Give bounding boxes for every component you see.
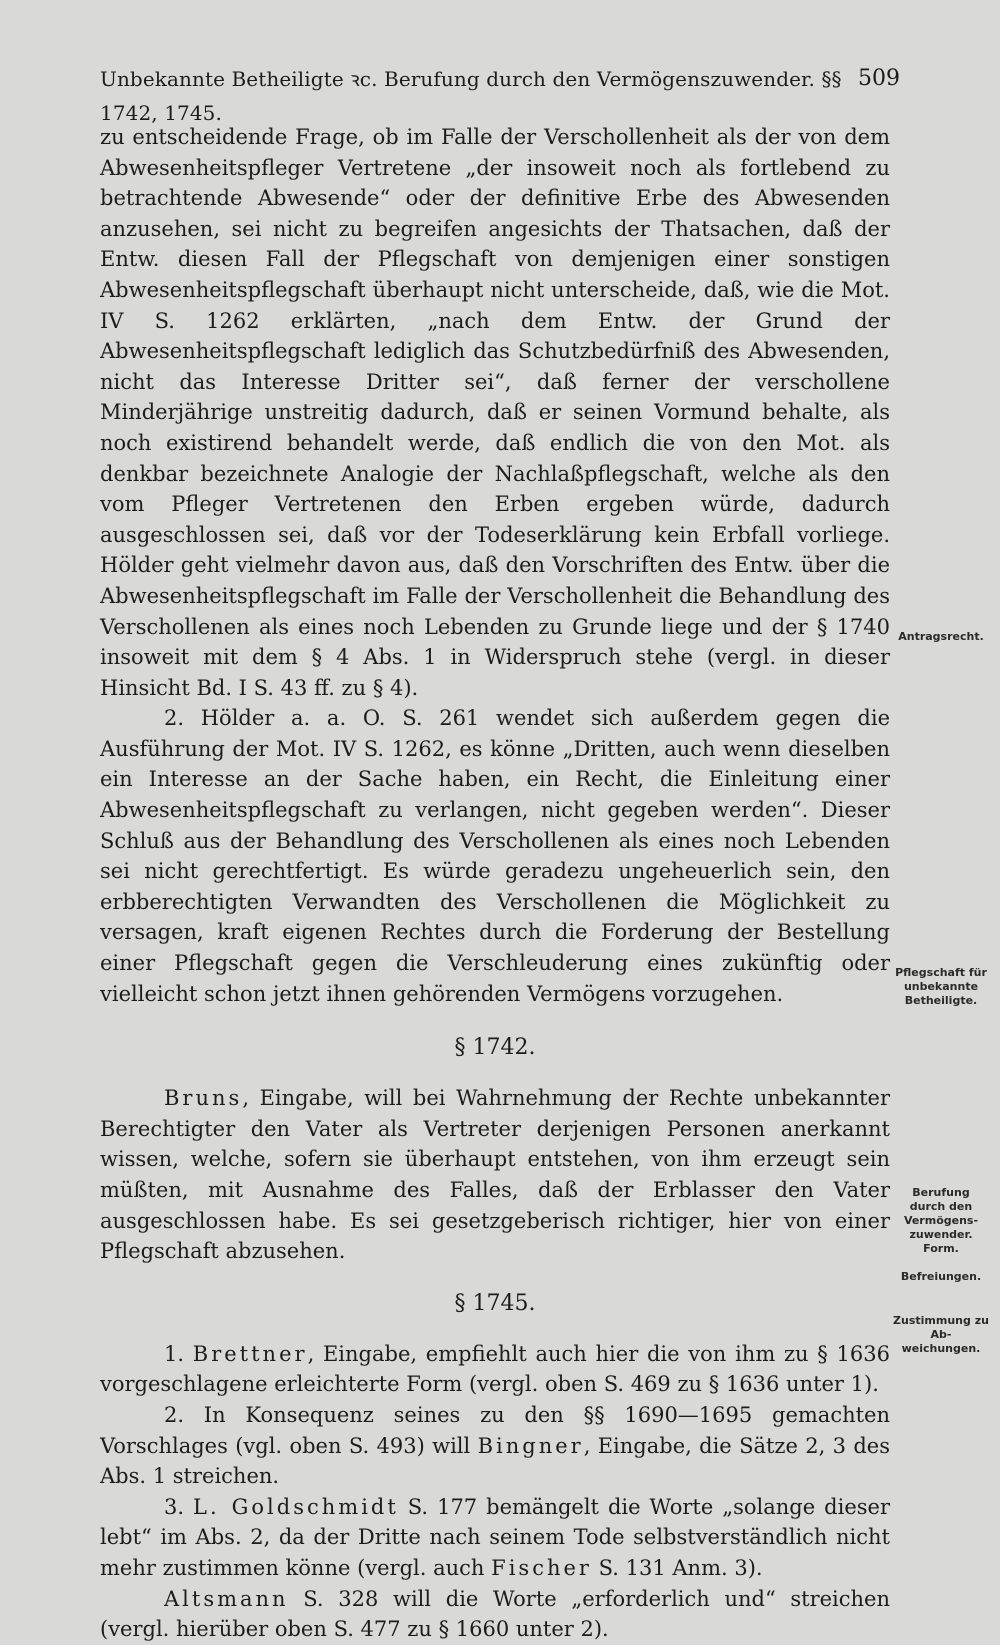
margin-note-pflegschaft: Pflegschaft für unbekannte Betheiligte. (895, 966, 987, 1007)
author-name: Bruns (164, 1086, 243, 1111)
paragraph-goldschmidt (100, 1492, 890, 1584)
author-name: Fischer (491, 1555, 592, 1580)
page-header (100, 62, 900, 125)
margin-note-berufung: Berufung durch den Vermögens-zuwender. Form. (903, 1186, 979, 1255)
margin-note-zustimmung: Zustimmung zu Ab-weichungen. (893, 1314, 989, 1355)
section-heading-1745: § 1745. (454, 1290, 536, 1316)
paragraph-number: 3. (164, 1494, 194, 1519)
margin-note-befreiungen: Befreiungen. (900, 1270, 982, 1283)
paragraph-text: S. 328 will die Worte „erforderlich und“ streichen (vergl. hierüber oben S. 477 zu § 1660 unter 2). (100, 1586, 890, 1642)
running-title: Unbekannte Betheiligte ꝛc. Berufung durch den Vermögenszuwender. §§ 1742, 1745. (100, 67, 842, 125)
section-heading-1742: § 1742. (454, 1035, 536, 1061)
paragraph-text: , Eingabe, empfiehlt auch hier die von ihm zu § 1636 vorgeschlagene erleichterte Form (vergl. oben S. 469 zu § 1636 unter 1). (100, 1341, 890, 1397)
paragraph-text: S. 131 Anm. 3). (591, 1555, 763, 1580)
paragraph-altsmann (100, 1584, 890, 1645)
author-name: Bingner (477, 1433, 584, 1458)
author-name: L. Goldschmidt (193, 1494, 399, 1519)
paragraph-text: 2. In Konsequenz seines zu den §§ 1690—1695 gemachten Vorschlages (vgl. oben S. 493) will (100, 1402, 890, 1458)
author-name: Altsmann (164, 1586, 289, 1611)
paragraph-bingner (100, 1400, 890, 1492)
paragraph-number: 1. (164, 1341, 193, 1366)
paragraph-hoelder: 2. Hölder a. a. O. S. 261 wendet sich außerdem gegen die Ausführung der Mot. IV S. 1262, es könne „Dritten, auch wenn dieselben ein Interesse an der Sache haben, ein Recht, die Einleitung einer Abwesenheitspflegschaft zu verlangen, nicht gegeben werden“. Dieser Schluß aus der Behandlung des Verschollenen als eines noch Lebenden sei nicht gerechtfertigt. Es würde geradezu ungeheuerlich sein, den erbberechtigten Verwandten des Verschollenen die Möglichkeit zu versagen, kraft eigenen Rechtes durch die Forderung der Bestellung einer Pflegschaft gegen die Verschleuderung eines zukünftig oder vielleicht schon jetzt ihnen gehörenden Vermögens vorzugehen. (100, 706, 890, 1006)
author-name: Brettner (192, 1341, 308, 1366)
paragraph-bruns (100, 1083, 890, 1267)
page-number: 509 (858, 66, 900, 91)
paragraph-continuation: zu entscheidende Frage, ob im Falle der Verschollenheit als der von dem Abwesenheitspfleger Vertretene „der insoweit noch als fortlebend zu betrachtende Abwesende“ oder der definitive Erbe des Abwesenden anzusehen, sei nicht zu begreifen angesichts der Thatsachen, daß der Entw. diesen Fall der Pflegschaft von demjenigen einer sonstigen Abwesenheitspflegschaft überhaupt nicht unterscheide, daß, wie die Mot. IV S. 1262 erklärten, „nach dem Entw. der Grund der Abwesenheitspflegschaft lediglich das Schutzbedürfniß des Abwesenden, nicht das Interesse Dritter sei“, daß ferner der verschollene Minderjährige unstreitig dadurch, daß er seinen Vormund behalte, als noch existirend behandelt werde, daß endlich die von den Mot. als denkbar bezeichnete Analogie der Nachlaßpflegschaft, welche als den vom Pfleger Vertretenen den Erben ergeben würde, dadurch ausgeschlossen sei, daß vor der Todeserklärung kein Erbfall vorliege. Hölder geht vielmehr davon aus, daß den Vorschriften des Entw. über die Abwesenheitspflegschaft im Falle der Verschollenheit die Behandlung des Verschollenen als eines noch Lebenden zu Grunde liege und der § 1740 insoweit mit dem § 4 Abs. 1 in Widerspruch stehe (vergl. in dieser Hinsicht Bd. I S. 43 ff. zu § 4). (100, 125, 890, 700)
paragraph-text: , Eingabe, die Sätze 2, 3 des Abs. 1 streichen. (100, 1433, 891, 1489)
paragraph-brettner (100, 1339, 890, 1400)
paragraph-text: , Eingabe, will bei Wahrnehmung der Rechte unbekannter Berechtigter den Vater als Vertreter derjenigen Personen anerkannt wissen, welche, sofern sie überhaupt entstehen, von ihm erzeugt sein müßten, mit Ausnahme des Falles, daß der Erblasser den Vater ausgeschlossen habe. Es sei gesetzgeberisch richtiger, hier von einer Pflegschaft abzusehen. (100, 1086, 890, 1264)
paragraph-text: S. 177 bemängelt die Worte „solange dieser lebt“ im Abs. 2, da der Dritte nach seinem Tode selbstverständlich nicht mehr zustimmen könne (vergl. auch (100, 1494, 890, 1580)
main-text (100, 122, 890, 1645)
margin-note-antragsrecht: Antragsrecht. (898, 630, 984, 643)
